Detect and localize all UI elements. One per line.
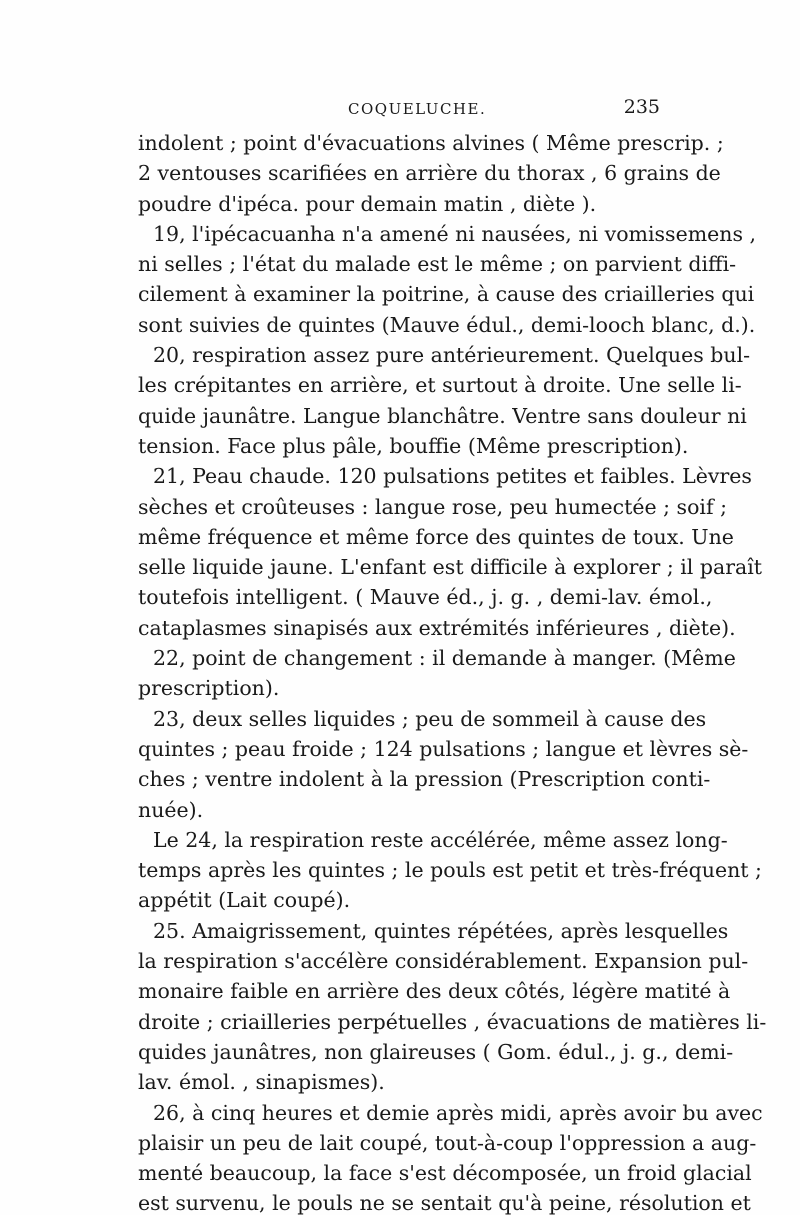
text-line: poudre d'ipéca. pour demain matin , diète ). <box>138 191 597 216</box>
text-line: 23, deux selles liquides ; peu de sommeil à cause des <box>153 706 707 731</box>
text-line: toutefois intelligent. ( Mauve éd., j. g. , demi-lav. émol., <box>138 585 713 610</box>
text-line: quintes ; peau froide ; 124 pulsations ; langue et lèvres sè- <box>138 736 749 761</box>
text-line: la respiration s'accélère considérablement. Expansion pul- <box>138 949 749 974</box>
running-head <box>138 96 660 124</box>
text-line: lav. émol. , sinapismes). <box>138 1070 385 1095</box>
body-text <box>138 128 767 1219</box>
text-line: nuée). <box>138 797 204 822</box>
text-line: indolent ; point d'évacuations alvines ( Même prescrip. ; <box>138 131 724 155</box>
page-number: 235 <box>623 96 660 118</box>
text-line: 22, point de changement : il demande à manger. (Même <box>153 646 736 671</box>
text-line: sèches et croûteuses : langue rose, peu humectée ; soif ; <box>138 494 727 519</box>
text-line: même fréquence et même force des quintes de toux. Une <box>138 524 734 549</box>
text-line: 21, Peau chaude. 120 pulsations petites et faibles. Lèvres <box>153 464 752 489</box>
text-line: appétit (Lait coupé). <box>138 888 351 913</box>
text-line: plaisir un peu de lait coupé, tout-à-coup l'oppression a aug- <box>138 1130 757 1155</box>
text-line: sont suivies de quintes (Mauve édul., demi-looch blanc, d.). <box>138 312 756 337</box>
text-line: temps après les quintes ; le pouls est petit et très-fréquent ; <box>138 858 762 883</box>
text-line: 26, à cinq heures et demie après midi, après avoir bu avec <box>153 1100 763 1125</box>
text-line: 2 ventouses scarifiées en arrière du thorax , 6 grains de <box>138 161 721 186</box>
text-line: monaire faible en arrière des deux côtés, légère matité à <box>138 979 731 1004</box>
text-line: cilement à examiner la poitrine, à cause des criailleries qui <box>138 282 755 307</box>
text-line: est survenu, le pouls ne se sentait qu'à peine, résolution et <box>138 1191 751 1216</box>
text-line: 20, respiration assez pure antérieurement. Quelques bul- <box>153 343 751 368</box>
text-line: Le 24, la respiration reste accélérée, même assez long- <box>153 827 728 852</box>
running-title: COQUELUCHE. <box>348 100 487 118</box>
text-line: droite ; criailleries perpétuelles , évacuations de matières li- <box>138 1009 767 1034</box>
text-line: les crépitantes en arrière, et surtout à droite. Une selle li- <box>138 373 742 398</box>
text-line: cataplasmes sinapisés aux extrémités inférieures , diète). <box>138 615 736 640</box>
text-line: selle liquide jaune. L'enfant est difficile à explorer ; il paraît <box>138 555 763 580</box>
text-line: tension. Face plus pâle, bouffie (Même prescription). <box>138 433 689 458</box>
text-line: 19, l'ipécacuanha n'a amené ni nausées, ni vomissemens , <box>153 221 757 246</box>
text-line: menté beaucoup, la face s'est décomposée, un froid glacial <box>138 1161 752 1186</box>
text-line: prescription). <box>138 676 280 701</box>
text-line: 25. Amaigrissement, quintes répétées, après lesquelles <box>153 918 729 943</box>
text-line: ni selles ; l'état du malade est le même ; on parvient diffi- <box>138 252 737 277</box>
text-line: quides jaunâtres, non glaireuses ( Gom. édul., j. g., demi- <box>138 1039 734 1064</box>
text-line: ches ; ventre indolent à la pression (Prescription conti- <box>138 767 711 792</box>
text-line: quide jaunâtre. Langue blanchâtre. Ventre sans douleur ni <box>138 403 747 428</box>
